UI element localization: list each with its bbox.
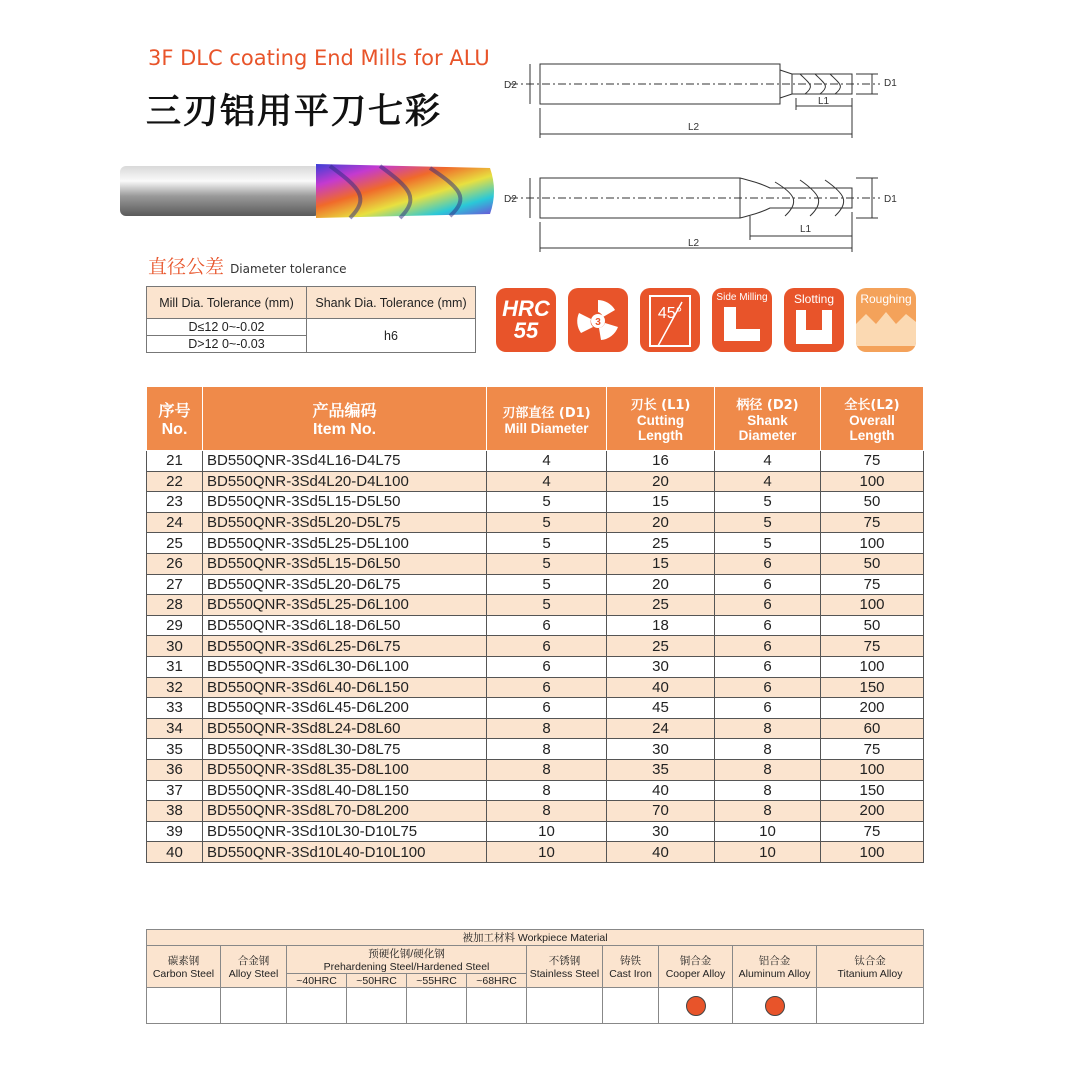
row-no: 23 bbox=[147, 492, 203, 513]
hrc-50-header: ~50HRC bbox=[347, 974, 407, 988]
shank-tolerance-header: Shank Dia. Tolerance (mm) bbox=[307, 287, 476, 319]
roughing-icon bbox=[856, 288, 916, 352]
mill-diameter: 6 bbox=[487, 636, 607, 657]
title-chinese: 三刃铝用平刀七彩 bbox=[146, 92, 443, 132]
shank-diameter: 6 bbox=[715, 553, 821, 574]
copper-alloy-header: 铜合金 Cooper Alloy bbox=[659, 946, 733, 988]
cutting-length: 20 bbox=[607, 471, 715, 492]
d2-label: D2 bbox=[504, 194, 517, 205]
mill-diameter: 5 bbox=[487, 553, 607, 574]
shank-diameter: 4 bbox=[715, 451, 821, 472]
cutting-length: 30 bbox=[607, 739, 715, 760]
workpiece-title: 被加工材料 Workpiece Material bbox=[147, 930, 924, 946]
l2-label: L2 bbox=[688, 122, 700, 133]
overall-length: 150 bbox=[821, 780, 924, 801]
mill-diameter: 10 bbox=[487, 821, 607, 842]
hrc-50-cell bbox=[347, 988, 407, 1024]
table-row bbox=[147, 698, 924, 719]
mill-diameter: 5 bbox=[487, 512, 607, 533]
cutting-length: 15 bbox=[607, 553, 715, 574]
shank-diameter: 10 bbox=[715, 821, 821, 842]
row-no: 24 bbox=[147, 512, 203, 533]
overall-length: 100 bbox=[821, 656, 924, 677]
l2-label: L2 bbox=[688, 238, 700, 249]
item-code: BD550QNR-3Sd8L35-D8L100 bbox=[203, 759, 487, 780]
table-row bbox=[147, 842, 924, 863]
overall-length: 75 bbox=[821, 574, 924, 595]
mill-diameter: 4 bbox=[487, 451, 607, 472]
item-code: BD550QNR-3Sd10L40-D10L100 bbox=[203, 842, 487, 863]
mill-diameter: 10 bbox=[487, 842, 607, 863]
overall-length: 150 bbox=[821, 677, 924, 698]
table-row bbox=[147, 718, 924, 739]
cutting-length: 20 bbox=[607, 574, 715, 595]
mill-diameter: 5 bbox=[487, 533, 607, 554]
item-code: BD550QNR-3Sd5L25-D6L100 bbox=[203, 595, 487, 616]
header-item: 产品编码 Item No. bbox=[203, 387, 487, 451]
table-row bbox=[147, 801, 924, 822]
overall-length: 75 bbox=[821, 451, 924, 472]
cutting-length: 15 bbox=[607, 492, 715, 513]
title-english: 3F DLC coating End Mills for ALU bbox=[148, 46, 490, 70]
cutting-length: 25 bbox=[607, 595, 715, 616]
shank-tolerance-value: h6 bbox=[307, 319, 476, 353]
table-row bbox=[147, 780, 924, 801]
cutting-length: 20 bbox=[607, 512, 715, 533]
row-no: 32 bbox=[147, 677, 203, 698]
overall-length: 200 bbox=[821, 698, 924, 719]
table-row bbox=[147, 471, 924, 492]
item-code: BD550QNR-3Sd8L40-D8L150 bbox=[203, 780, 487, 801]
titanium-alloy-header: 钛合金 Titanium Alloy bbox=[817, 946, 924, 988]
hrc-55-header: ~55HRC bbox=[407, 974, 467, 988]
table-row bbox=[147, 821, 924, 842]
header-shank-diameter: 柄径 (D2) Shank Diameter bbox=[715, 387, 821, 451]
feature-icons bbox=[496, 288, 926, 352]
l1-label: L1 bbox=[818, 96, 830, 107]
overall-length: 200 bbox=[821, 801, 924, 822]
mill-diameter: 5 bbox=[487, 492, 607, 513]
product-table bbox=[146, 386, 924, 863]
item-code: BD550QNR-3Sd5L25-D5L100 bbox=[203, 533, 487, 554]
mill-diameter: 5 bbox=[487, 595, 607, 616]
mill-diameter: 8 bbox=[487, 780, 607, 801]
overall-length: 50 bbox=[821, 615, 924, 636]
shank-diameter: 4 bbox=[715, 471, 821, 492]
tolerance-title bbox=[148, 252, 347, 279]
table-row bbox=[147, 553, 924, 574]
shank-diameter: 5 bbox=[715, 512, 821, 533]
mill-diameter: 8 bbox=[487, 739, 607, 760]
hrc-68-cell bbox=[467, 988, 527, 1024]
row-no: 33 bbox=[147, 698, 203, 719]
tolerance-row: D≤12 0~-0.02 bbox=[147, 319, 307, 336]
row-no: 25 bbox=[147, 533, 203, 554]
roughing-label: Roughing bbox=[860, 292, 912, 306]
cutting-length: 25 bbox=[607, 636, 715, 657]
cutting-length: 24 bbox=[607, 718, 715, 739]
table-row bbox=[147, 656, 924, 677]
table-row bbox=[147, 492, 924, 513]
shank-diameter: 8 bbox=[715, 780, 821, 801]
suitable-dot-icon bbox=[686, 996, 706, 1016]
technical-drawing-short bbox=[500, 46, 920, 146]
overall-length: 75 bbox=[821, 512, 924, 533]
overall-length: 100 bbox=[821, 471, 924, 492]
overall-length: 100 bbox=[821, 759, 924, 780]
table-row bbox=[147, 574, 924, 595]
carbon-steel-cell bbox=[147, 988, 221, 1024]
shank-diameter: 10 bbox=[715, 842, 821, 863]
row-no: 36 bbox=[147, 759, 203, 780]
hrc-68-header: ~68HRC bbox=[467, 974, 527, 988]
item-code: BD550QNR-3Sd8L70-D8L200 bbox=[203, 801, 487, 822]
item-code: BD550QNR-3Sd5L20-D6L75 bbox=[203, 574, 487, 595]
cutting-length: 25 bbox=[607, 533, 715, 554]
row-no: 29 bbox=[147, 615, 203, 636]
copper-alloy-cell bbox=[659, 988, 733, 1024]
row-no: 35 bbox=[147, 739, 203, 760]
row-no: 31 bbox=[147, 656, 203, 677]
end-mill-photo bbox=[120, 158, 500, 224]
d1-label: D1 bbox=[884, 194, 897, 205]
row-no: 28 bbox=[147, 595, 203, 616]
table-row bbox=[147, 595, 924, 616]
shank-diameter: 6 bbox=[715, 615, 821, 636]
item-code: BD550QNR-3Sd8L24-D8L60 bbox=[203, 718, 487, 739]
flute-count: 3 bbox=[595, 317, 601, 328]
overall-length: 100 bbox=[821, 842, 924, 863]
mill-tolerance-header: Mill Dia. Tolerance (mm) bbox=[147, 287, 307, 319]
row-no: 22 bbox=[147, 471, 203, 492]
carbon-steel-header: 碳素钢 Carbon Steel bbox=[147, 946, 221, 988]
cutting-length: 18 bbox=[607, 615, 715, 636]
table-row bbox=[147, 759, 924, 780]
row-no: 21 bbox=[147, 451, 203, 472]
table-row bbox=[147, 615, 924, 636]
cutting-length: 45 bbox=[607, 698, 715, 719]
shank-diameter: 8 bbox=[715, 759, 821, 780]
overall-length: 60 bbox=[821, 718, 924, 739]
mill-diameter: 6 bbox=[487, 615, 607, 636]
cutting-length: 40 bbox=[607, 677, 715, 698]
table-row bbox=[147, 739, 924, 760]
mill-diameter: 4 bbox=[487, 471, 607, 492]
table-row bbox=[147, 533, 924, 554]
item-code: BD550QNR-3Sd8L30-D8L75 bbox=[203, 739, 487, 760]
d2-label: D2 bbox=[504, 80, 517, 91]
tolerance-title-cn: 直径公差 bbox=[148, 256, 225, 278]
cutting-length: 30 bbox=[607, 656, 715, 677]
table-row bbox=[147, 451, 924, 472]
shank-diameter: 6 bbox=[715, 574, 821, 595]
overall-length: 50 bbox=[821, 553, 924, 574]
shank-diameter: 6 bbox=[715, 698, 821, 719]
l1-label: L1 bbox=[800, 224, 812, 235]
side-milling-label: Side Milling bbox=[716, 292, 768, 303]
shank-diameter: 8 bbox=[715, 801, 821, 822]
slotting-icon bbox=[784, 288, 844, 352]
row-no: 37 bbox=[147, 780, 203, 801]
item-code: BD550QNR-3Sd4L20-D4L100 bbox=[203, 471, 487, 492]
mill-diameter: 6 bbox=[487, 698, 607, 719]
table-row bbox=[147, 636, 924, 657]
table-row bbox=[147, 677, 924, 698]
row-no: 30 bbox=[147, 636, 203, 657]
side-milling-icon bbox=[712, 288, 772, 352]
mill-diameter: 8 bbox=[487, 801, 607, 822]
stainless-steel-cell bbox=[527, 988, 603, 1024]
row-no: 34 bbox=[147, 718, 203, 739]
item-code: BD550QNR-3Sd6L18-D6L50 bbox=[203, 615, 487, 636]
mill-diameter: 8 bbox=[487, 718, 607, 739]
cutting-length: 30 bbox=[607, 821, 715, 842]
overall-length: 50 bbox=[821, 492, 924, 513]
overall-length: 75 bbox=[821, 821, 924, 842]
aluminum-alloy-cell bbox=[733, 988, 817, 1024]
cutting-length: 40 bbox=[607, 842, 715, 863]
header-no: 序号 No. bbox=[147, 387, 203, 451]
item-code: BD550QNR-3Sd4L16-D4L75 bbox=[203, 451, 487, 472]
row-no: 26 bbox=[147, 553, 203, 574]
helix-45-icon bbox=[640, 288, 700, 352]
hrc-55-cell bbox=[407, 988, 467, 1024]
header-overall-length: 全长(L2) Overall Length bbox=[821, 387, 924, 451]
shank-diameter: 5 bbox=[715, 533, 821, 554]
row-no: 40 bbox=[147, 842, 203, 863]
workpiece-material-table bbox=[146, 929, 924, 1024]
slotting-label: Slotting bbox=[793, 292, 835, 306]
mill-diameter: 6 bbox=[487, 677, 607, 698]
shank-diameter: 6 bbox=[715, 636, 821, 657]
cast-iron-header: 铸铁 Cast Iron bbox=[603, 946, 659, 988]
cutting-length: 70 bbox=[607, 801, 715, 822]
tolerance-title-en: Diameter tolerance bbox=[230, 262, 347, 276]
item-code: BD550QNR-3Sd6L40-D6L150 bbox=[203, 677, 487, 698]
overall-length: 75 bbox=[821, 739, 924, 760]
row-no: 27 bbox=[147, 574, 203, 595]
item-code: BD550QNR-3Sd5L20-D5L75 bbox=[203, 512, 487, 533]
header-cutting-length: 刃长 (L1) Cutting Length bbox=[607, 387, 715, 451]
hrc-55-icon bbox=[496, 288, 556, 352]
hardened-steel-header: 预硬化钢/硬化钢 Prehardening Steel/Hardened Steel bbox=[287, 946, 527, 974]
shank-diameter: 6 bbox=[715, 595, 821, 616]
shank-diameter: 8 bbox=[715, 739, 821, 760]
three-flute-icon bbox=[568, 288, 628, 352]
helix-angle: 45° bbox=[657, 305, 683, 322]
cutting-length: 40 bbox=[607, 780, 715, 801]
item-code: BD550QNR-3Sd10L30-D10L75 bbox=[203, 821, 487, 842]
item-code: BD550QNR-3Sd6L25-D6L75 bbox=[203, 636, 487, 657]
item-code: BD550QNR-3Sd6L45-D6L200 bbox=[203, 698, 487, 719]
technical-drawing-long bbox=[500, 160, 920, 260]
hrc-40-header: ~40HRC bbox=[287, 974, 347, 988]
shank-diameter: 6 bbox=[715, 677, 821, 698]
cast-iron-cell bbox=[603, 988, 659, 1024]
d1-label: D1 bbox=[884, 78, 897, 89]
alloy-steel-cell bbox=[221, 988, 287, 1024]
mill-diameter: 8 bbox=[487, 759, 607, 780]
hrc-value: 55 bbox=[513, 318, 539, 343]
item-code: BD550QNR-3Sd6L30-D6L100 bbox=[203, 656, 487, 677]
overall-length: 100 bbox=[821, 533, 924, 554]
tolerance-table bbox=[146, 286, 476, 353]
mill-diameter: 5 bbox=[487, 574, 607, 595]
hrc-label: HRC bbox=[502, 296, 550, 321]
item-code: BD550QNR-3Sd5L15-D6L50 bbox=[203, 553, 487, 574]
mill-diameter: 6 bbox=[487, 656, 607, 677]
titanium-alloy-cell bbox=[817, 988, 924, 1024]
cutting-length: 35 bbox=[607, 759, 715, 780]
shank-diameter: 6 bbox=[715, 656, 821, 677]
row-no: 39 bbox=[147, 821, 203, 842]
alloy-steel-header: 合金钢 Alloy Steel bbox=[221, 946, 287, 988]
tolerance-row: D>12 0~-0.03 bbox=[147, 336, 307, 353]
item-code: BD550QNR-3Sd5L15-D5L50 bbox=[203, 492, 487, 513]
aluminum-alloy-header: 铝合金 Aluminum Alloy bbox=[733, 946, 817, 988]
cutting-length: 16 bbox=[607, 451, 715, 472]
table-row bbox=[147, 512, 924, 533]
shank-diameter: 5 bbox=[715, 492, 821, 513]
header-mill-diameter: 刃部直径 (D1) Mill Diameter bbox=[487, 387, 607, 451]
hrc-40-cell bbox=[287, 988, 347, 1024]
overall-length: 75 bbox=[821, 636, 924, 657]
row-no: 38 bbox=[147, 801, 203, 822]
stainless-steel-header: 不锈钢 Stainless Steel bbox=[527, 946, 603, 988]
shank-diameter: 8 bbox=[715, 718, 821, 739]
overall-length: 100 bbox=[821, 595, 924, 616]
suitable-dot-icon bbox=[765, 996, 785, 1016]
